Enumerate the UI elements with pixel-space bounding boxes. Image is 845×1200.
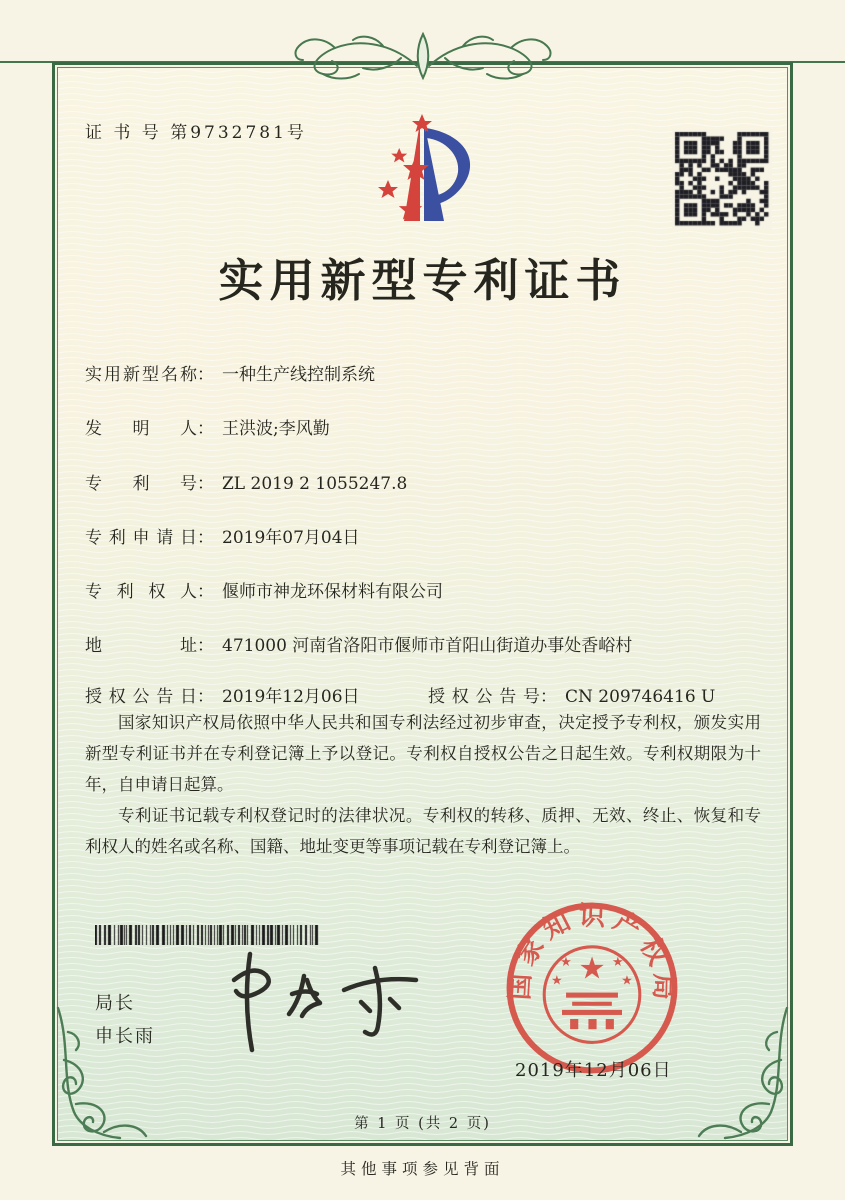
field-label: 地址 — [85, 636, 197, 656]
field-colon: ： — [197, 582, 214, 602]
field-grant-date — [85, 682, 360, 707]
field-value: 一种生产线控制系统 — [222, 365, 375, 385]
field-filing-date — [85, 523, 360, 548]
field-label: 发明人 — [85, 419, 197, 439]
field-value: 471000 河南省洛阳市偃师市首阳山街道办事处香峪村 — [222, 636, 633, 656]
certificate-number: 证 书 号 第9732781号 — [85, 123, 307, 143]
field-colon: ： — [197, 419, 214, 439]
field-colon: ： — [197, 687, 214, 707]
star-icon: ★ — [550, 973, 563, 989]
field-label: 专利号 — [85, 474, 197, 494]
field-grant-number — [428, 682, 715, 707]
field-inventor — [85, 414, 330, 439]
back-note: 其他事项参见背面 — [340, 1160, 505, 1178]
legal-text — [85, 707, 761, 862]
field-label: 实用新型名称 — [85, 365, 197, 385]
field-value: 2019年07月04日 — [222, 528, 360, 548]
certificate-title: 实用新型专利证书 — [218, 254, 627, 307]
issuer-name: 申长雨 — [95, 1026, 155, 1047]
star-icon: ★ — [612, 955, 624, 971]
field-label: 授权公告日 — [85, 687, 197, 707]
field-value: 王洪波;李风勤 — [222, 419, 330, 439]
national-emblem-icon — [544, 947, 640, 1043]
field-colon: ： — [197, 474, 214, 494]
field-label: 专利权人 — [85, 582, 197, 602]
legal-paragraph: 专利证书记载专利权登记时的法律状况。专利权的转移、质押、无效、终止、恢复和专利权人的姓名或名称、国籍、地址变更等事项记载在专利登记簿上。 — [85, 806, 761, 856]
field-value: 偃师市神龙环保材料有限公司 — [222, 582, 443, 602]
cnipa-logo-icon — [352, 108, 492, 233]
field-patent-number — [85, 469, 407, 494]
qr-code — [672, 129, 772, 229]
field-label: 授权公告号 — [428, 687, 540, 707]
field-value: CN 209746416 U — [565, 687, 716, 707]
field-label: 专利申请日 — [85, 528, 197, 548]
field-colon: ： — [197, 365, 214, 385]
seal-date: 2019年12月06日 — [515, 1060, 672, 1081]
star-icon: ★ — [621, 973, 634, 989]
issuer-title: 局长 — [95, 993, 135, 1014]
field-address — [85, 631, 632, 656]
field-colon: ： — [197, 528, 214, 548]
page-number: 第 1 页 (共 2 页) — [354, 1116, 491, 1132]
field-value: 2019年12月06日 — [222, 687, 360, 707]
seal-ring-text: 国家知识产权局 — [504, 900, 680, 1007]
issuer-signature — [212, 942, 452, 1057]
field-colon: ： — [197, 636, 214, 656]
field-patentee — [85, 577, 443, 602]
field-colon: ： — [540, 687, 557, 707]
star-icon: ★ — [578, 951, 606, 987]
star-icon: ★ — [560, 955, 572, 971]
field-utility-model-name — [85, 360, 375, 385]
field-value: ZL 2019 2 1055247.8 — [222, 474, 408, 494]
legal-paragraph: 国家知识产权局依照中华人民共和国专利法经过初步审查，决定授予专利权，颁发实用新型专利证书并在专利登记簿上予以登记。专利权自授权公告之日起生效。专利权期限为十年，自申请日起算。 — [85, 713, 761, 794]
official-seal — [503, 899, 681, 1077]
